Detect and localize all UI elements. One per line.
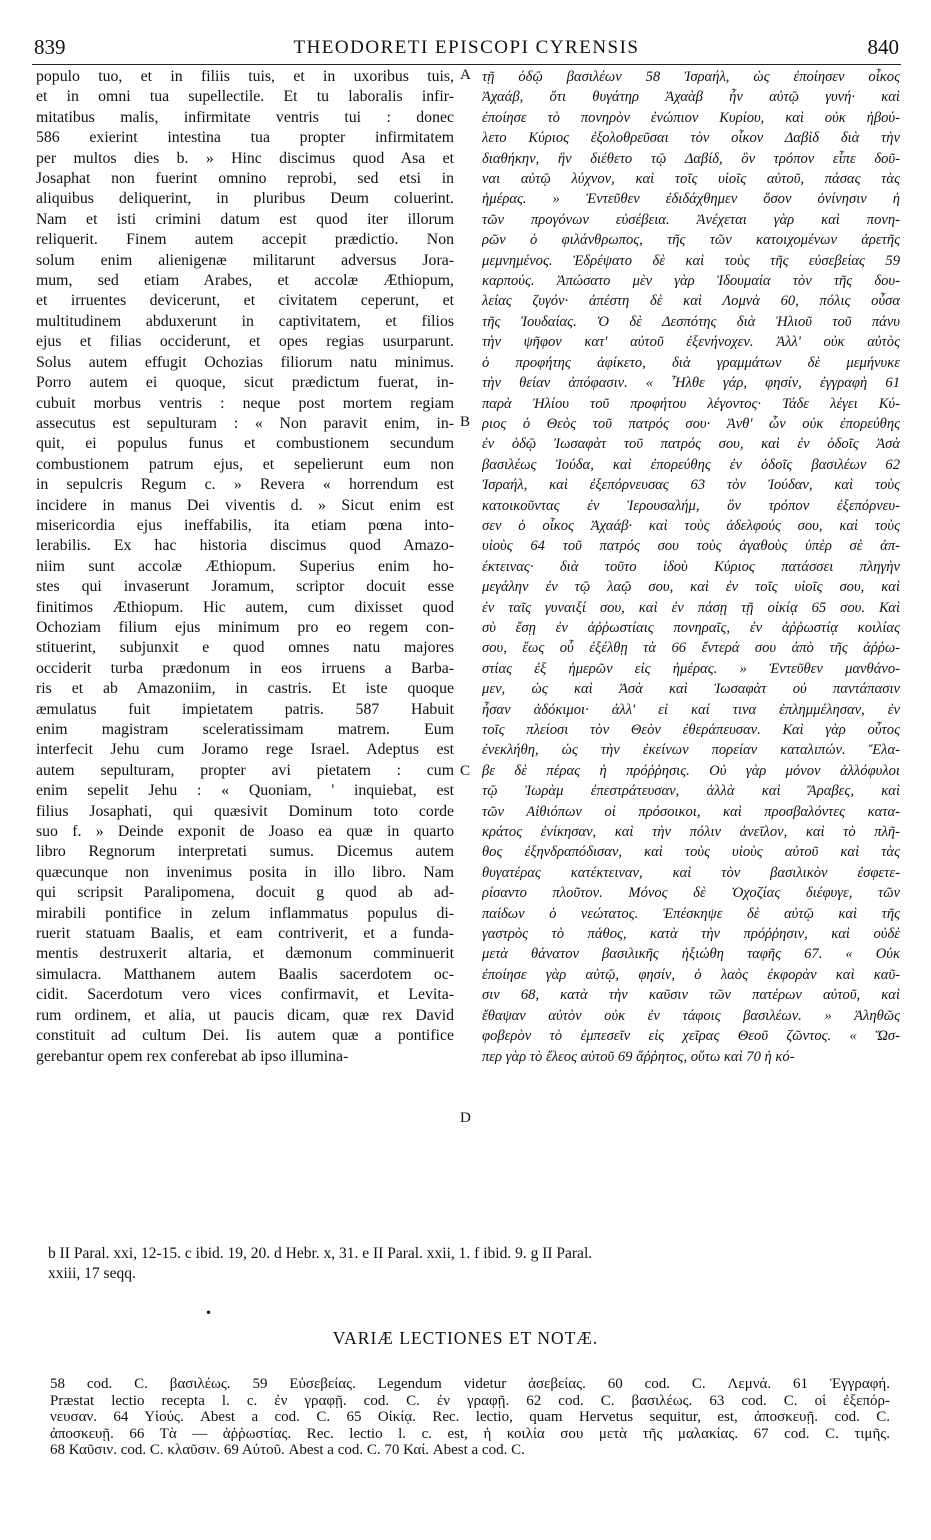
latin-text-line: quit, ei populus funus et combustionem secundum <box>36 435 454 453</box>
latin-text-line: mentis destruxerit altaria, et dæmonum comminuerit <box>36 945 454 963</box>
right-page-number: 840 <box>867 35 899 59</box>
latin-text-line: stes qui invaserunt Joramum, scriptor docuit esse <box>36 578 454 596</box>
latin-text-line: gerebantur opem rex conferebat ab ipso illumina- <box>36 1047 349 1065</box>
latin-text-line: Nam et isti crimini datum est quod iter illorum <box>36 210 454 228</box>
greek-text-line: ρῶν ὁ φιλάνθρωπος, τῆς τῶν κατοιχομένων ἀρετῆς <box>482 232 900 249</box>
latin-text-line: occiderit turba prædonum in eos irruens a Barba- <box>36 659 454 677</box>
latin-text-line: finitimos Æthiopum. Hic autem, cum dixisset quod <box>36 598 454 616</box>
greek-text-line: γαστρὸς τὸ πάθος, κατὰ τὴν πρόῤῥησιν, καὶ οὐδὲ <box>482 926 900 943</box>
greek-text-line: Ἀχαάβ, ὅτι θυγάτηρ Ἀχαὰβ ἦν αὐτῷ γυνή· καὶ <box>482 89 900 106</box>
latin-text-line: enim sepelit Jehu : « Quoniam, ' inquiebat, est <box>36 782 454 800</box>
latin-text-line: Josaphat non fuerint omnino reprobi, sed etsi in <box>36 170 454 188</box>
greek-text-line: τῶν προγόνων εὐσέβεια. Ἀνέχεται γὰρ καὶ πονη- <box>482 211 900 228</box>
greek-text-line: ἐποίησε γὰρ αὐτῷ, φησίν, ὁ λαὸς ἐκφορὰν καὶ καῦ- <box>482 966 900 983</box>
latin-text-line: filius Josaphati, qui quæsivit Dominum toto corde <box>36 802 454 820</box>
latin-text-line: constituit ad cultum Dei. Iis autem quæ a pontifice <box>36 1027 454 1045</box>
latin-text-line: qui scripsit Paralipomena, docuit g quod ab ad- <box>36 884 454 902</box>
latin-text-line: enim magistram sceleratissimam matrem. Eum <box>36 721 454 738</box>
latin-text-line: lerabilis. Ex hac historia discimus quod Amazo- <box>36 537 454 555</box>
greek-text-line: κατοικοῦντας ἐν Ἱερουσαλήμ, ὃν τρόπον ἐξεπόρνευ- <box>482 497 900 514</box>
greek-text-line: τὴν θείαν ἀπόφασιν. « Ἦλθε γάρ, φησίν, ἐγγραφὴ 61 <box>482 375 900 392</box>
greek-text-line: θος ἐξηνδραπόδισαν, καὶ τοὺς υἱοὺς αὐτοῦ καὶ τὰς <box>482 844 900 861</box>
latin-text-line: assecutus est sepulturam : « Non paravit enim, in- <box>36 414 454 432</box>
latin-text-line: mirabili pontifice in zelum inflammatus populus di- <box>36 904 454 922</box>
latin-text-line: quæcunque non invenimus posita in illo libro. Nam <box>36 863 454 881</box>
latin-text-line: Solus autem effugit Ochozias filiorum natu minimus. <box>36 353 454 371</box>
page-header <box>32 32 901 65</box>
greek-text-line: σεν ὁ οἶκος Ἀχαάβ· καὶ τοὺς ἀδελφούς σου, καὶ τοὺς <box>482 517 900 534</box>
greek-text-line: σὺ ἔσῃ ἐν ἀῤῥωστίαις πονηραῖς, ἐν ἀῤῥωστίᾳ κοιλίας <box>482 619 900 636</box>
latin-text-line: aliquibus deliquerint, in pluribus Deum coluerint. <box>36 190 454 208</box>
variae-notes <box>50 1376 890 1459</box>
latin-text-line: interfecit Jehu cum Joramo rege Israel. Adeptus est <box>36 741 454 759</box>
greek-text-line: βασιλέως Ἰούδα, καὶ ἐπορεύθης ἐν ὁδοῖς βασιλέων 62 <box>482 456 900 473</box>
latin-text-line: misericordia ejus ineffabilis, ita etiam pœna into- <box>36 516 454 534</box>
footnotes <box>48 1244 898 1284</box>
latin-text-line: Ochoziam filium ejus minimum pro eo regem con- <box>36 618 454 636</box>
greek-text-line: περ γὰρ τὸ ἔλεος αὐτοῦ 69 ἄῤῥητος, οὕτω καὶ 70 ἡ κό- <box>482 1048 795 1065</box>
greek-text-line: ἔθαψαν αὐτὸν οὐκ ἐν τάφοις βασιλέων. » Ἀληθῶς <box>482 1007 900 1024</box>
greek-text-line: μετὰ θάνατον βασιλικῆς ἠξιώθη ταφῆς 67. « Οὐκ <box>482 946 900 963</box>
greek-text-line: ἐν ὁδῷ Ἰωσαφὰτ τοῦ πατρός σου, καὶ ἐν ὁδοῖς Ἀσὰ <box>482 436 900 453</box>
greek-text-line: τὴν ψῆφον κατ' αὐτοῦ ἐξενήνοχεν. Ἀλλ' οὐκ αὐτὸς <box>482 334 900 351</box>
section-marker-c: C <box>460 763 471 779</box>
greek-text-line: ναι αὐτῷ λύχνον, καὶ τοῖς υἱοῖς αὐτοῦ, πάσας τὰς <box>482 171 900 188</box>
greek-text-line: τῶν Αἰθιόπων οἱ πρόσοικοι, καὶ προσβαλόντες κατα- <box>482 803 900 820</box>
section-marker-b: B <box>460 414 471 430</box>
left-page-number: 839 <box>34 35 66 59</box>
latin-text-line: mitatibus malis, infirmitate ventris tui : donec <box>36 108 454 126</box>
greek-text-line: ρίσαντο πλοῦτον. Μόνος δὲ Ὀχοζίας διέφυγε, τῶν <box>482 885 900 902</box>
latin-text-line: multitudinem abduxerunt in captivitatem, et filios <box>36 312 454 330</box>
greek-text-line: τοῖς πλείοσι τὸν Θεὸν ἐθεράπευσαν. Καὶ γὰρ οὗτος <box>482 722 900 738</box>
latin-text-line: et in omni tua supellectile. Et tu laboralis infir- <box>36 88 454 106</box>
greek-text-line: φοβερὸν τὸ ἐμπεσεῖν εἰς χεῖρας Θεοῦ ζῶντος. « Ὥσ- <box>482 1028 900 1045</box>
greek-text-line: μεγάλην ἐν τῷ λαῷ σου, καὶ ἐν τοῖς υἱοῖς σου, καὶ <box>482 579 900 596</box>
latin-text-line: ris et ab Amazoniim, in castris. Et iste quoque <box>36 680 454 698</box>
greek-text-line: βε δὲ πέρας ἡ πρόῤῥησις. Οὐ γὰρ μόνον ἀλλόφυλοι <box>482 762 900 779</box>
greek-text-line: σιν 68, κατὰ τὴν καῦσιν τῶν πατέρων αὐτοῦ, καὶ <box>482 987 900 1004</box>
latin-text-line: per multos dies b. » Hinc discimus quod Asa et <box>36 149 454 167</box>
greek-text-line: μεμνημένος. Ἐδρέψατο δὲ καὶ τοὺς τῆς εὐσεβείας 59 <box>482 252 900 269</box>
latin-text-line: stituerint, subjunxit e quod omnes natu majores <box>36 639 454 657</box>
greek-text-line: ἐνεκλήθη, ὡς τὴν ἐκείνων πορείαν καταλιπών. Ἔλα- <box>482 742 900 759</box>
greek-text-line: παρὰ Ἠλίου τοῦ προφήτου λέγοντος· Τάδε λέγει Κύ- <box>482 395 900 412</box>
greek-text-line: ἦσαν ἀδόκιμοι· ἀλλ' εἰ καί τινα ἐπλημμέλησαν, ἐν <box>482 701 900 718</box>
greek-text-line: τῷ Ἰωρὰμ ἐπεστράτευσαν, ἀλλὰ καὶ Ἄραβες, καὶ <box>482 783 900 800</box>
greek-text-line: τῇ ὁδῷ βασιλέων 58 Ἰσραήλ, ὡς ἐποίησεν οἶκος <box>482 69 900 85</box>
note-line: ἀποσκευῇ. 66 Τὰ — ἀῤῥωστίας. Rec. lectio l. c. est, ἡ κοιλία σου μετὰ τῆς μαλακίας. 67 cod. C. τιμῆς. <box>50 1425 890 1442</box>
footnote-line: xxiii, 17 seqq. <box>48 1265 136 1282</box>
latin-text-line: populo tuo, et in filiis tuis, et in uxoribus tuis, <box>36 68 454 85</box>
latin-text-line: cubuit morbus ventris : neque post mortem regiam <box>36 394 454 412</box>
greek-text-line: ἐν ταῖς γυναιξί σου, καὶ ἐν πάσῃ τῇ οἰκίᾳ 65 σου. Καὶ <box>482 599 900 616</box>
latin-text-line: libro Regnorum interpretati sumus. Dicemus autem <box>36 843 454 861</box>
latin-text-line: æmulatus fuit impietatem patris. 587 Habuit <box>36 700 454 718</box>
latin-text-line: niim sunt accolæ Æthiopum. Superius enim ho- <box>36 557 454 575</box>
latin-text-line: mum, sed etiam Arabes, et accolæ Æthiopum, <box>36 272 454 290</box>
latin-text-line: reliquerit. Finem autem accepit prædictio. Non <box>36 231 454 249</box>
greek-text-line: διαθήκην, ἣν διέθετο τῷ Δαβίδ, ὃν τρόπον εἶπε δοῦ- <box>482 150 900 167</box>
greek-text-line: σου, ἕως οὗ ἐξέλθῃ τὰ 66 ἔντερά σου ἀπὸ τῆς ἀῤῥω- <box>482 640 900 657</box>
greek-text-line: μεν, ὡς καὶ Ἀσὰ καὶ Ἰωσαφὰτ οὐ παντάπασιν <box>482 681 900 698</box>
greek-text-line: ἐποίησε τὸ πονηρὸν ἐνώπιον Κυρίου, καὶ οὐκ ἠβού- <box>482 109 900 126</box>
greek-text-line: λετο Κύριος ἐξολοθρεῦσαι τὸν οἶκον Δαβὶδ διὰ τὴν <box>482 130 900 147</box>
greek-text-line: λείας ζυγόν· ἀπέστη δὲ καὶ Λομνὰ 60, πόλις οὖσα <box>482 293 900 310</box>
latin-text-line: suo f. » Deinde exponit de Joaso ea quæ in quarto <box>36 823 454 841</box>
greek-text-line: τῆς Ἰουδαίας. Ὁ δὲ Δεσπότης διὰ Ἠλιοῦ τοῦ πάνυ <box>482 313 900 330</box>
greek-text-line: ὁ προφήτης ἀφίκετο, διὰ γραμμάτων δὲ μεμήνυκε <box>482 354 900 371</box>
latin-text-line: incidere in manus Dei viventis d. » Sicut enim est <box>36 496 454 514</box>
latin-text-line: in sepulcris Regum c. » Revera « horrendum est <box>36 476 454 494</box>
latin-text-line: rum ordinem, et alia, ut paucis dicam, quæ rex David <box>36 1006 454 1024</box>
latin-text-line: Porro autem ei quoque, sicut prædictum fuerat, in- <box>36 374 454 392</box>
latin-text-line: simulacra. Matthanem autem Baalis sacerdotem oc- <box>36 965 454 983</box>
latin-text-line: solum enim alienigenæ militarunt adversus Jora- <box>36 251 454 269</box>
latin-text-line: cidit. Sacerdotum vero vices confirmavit, et Levita- <box>36 986 454 1004</box>
running-title: THEODORETI EPISCOPI CYRENSIS <box>293 37 640 58</box>
note-line: 68 Καῦσιν. cod. C. κλαῦσιν. 69 Αὐτοῦ. Abest a cod. C. 70 Καί. Abest a cod. C. <box>50 1442 525 1458</box>
separator-dot: • <box>205 1306 213 1320</box>
note-line: Præstat lectio recepta l. c. ἐν γραφῇ. cod. C. ἐν γραφῇ. 62 cod. C. βασιλέως. 63 cod. C. οἱ ἐξεπόρ- <box>50 1392 890 1409</box>
greek-text-line: παίδων ὁ νεώτατος. Ἐπέσκηψε δὲ αὐτῷ καὶ τῆς <box>482 905 900 922</box>
latin-text-line: ruerit statuam Baalis, et eam contriverit, et a funda- <box>36 925 454 943</box>
latin-text-line: autem sepulturam, propter avi pietatem : cum <box>36 761 454 779</box>
greek-text-line: έκτεινας· διὰ τοῦτο ἰδοὺ Κύριος πατάσσει πληγὴν <box>482 558 900 575</box>
greek-text-line: στίας ἐξ ἡμερῶν εἰς ἡμέρας. » Ἐντεῦθεν μανθάνο- <box>482 660 900 677</box>
footnote-line: b II Paral. xxi, 12-15. c ibid. 19, 20. d Hebr. x, 31. e II Paral. xxii, 1. f ibid. 9. g II Paral. <box>48 1245 593 1262</box>
section-marker-d: D <box>460 1110 471 1126</box>
greek-text-line: υἱοὺς 64 τοῦ πατρός σου τοὺς ἀγαθοὺς ὑπὲρ σὲ ἀπ- <box>482 538 900 555</box>
greek-text-line: θυγατέρας κατέκτειναν, καὶ τὸν βασιλικὸν ἐσφετε- <box>482 864 900 881</box>
greek-text-line: Ἰσραήλ, καὶ ἐξεπόρνευσας 63 τὸν Ἰούδαν, καὶ τοὺς <box>482 477 900 494</box>
greek-column <box>482 67 900 1067</box>
section-marker-a: A <box>460 67 471 83</box>
greek-text-line: κράτος ἐνίκησαν, καὶ τὴν πόλιν ἀνεῖλον, καὶ τὸ πλῆ- <box>482 824 900 841</box>
note-line: 58 cod. C. βασιλέως. 59 Εὐσεβείας. Legendum videtur ἀσεβείας. 60 cod. C. Λεμνά. 61 Ἐγγραφή. <box>50 1376 890 1392</box>
latin-text-line: et irruentes devicerunt, et civitatem ceperunt, et <box>36 292 454 310</box>
variae-lectiones-title: VARIÆ LECTIONES ET NOTÆ. <box>332 1328 599 1348</box>
latin-column <box>36 67 454 1067</box>
greek-text-line: ριος ὁ Θεὸς τοῦ πατρός σου· Ἀνθ' ὧν οὐκ ἐπορεύθης <box>482 415 900 432</box>
latin-text-line: 586 exierint intestina tua propter infirmitatem <box>36 129 454 147</box>
greek-text-line: καρπούς. Ἀπώσατο μὲν γὰρ Ἰδουμαία τὸν τῆς δου- <box>482 273 900 290</box>
note-line: νευσαν. 64 Υἱούς. Abest a cod. C. 65 Οἰκίᾳ. Rec. lectio, quam Hervetus sequitur, est, ἀποσκευῇ. cod. C. <box>50 1409 890 1425</box>
latin-text-line: combustionem patrum ejus, et sepelierunt eum non <box>36 455 454 473</box>
latin-text-line: ejus et filias occiderunt, et opes regias usurparunt. <box>36 333 454 351</box>
greek-text-line: ἡμέρας. » Ἐντεῦθεν ἐδιδάχθημεν ὅσον ὀνίνησιν ἡ <box>482 191 900 208</box>
